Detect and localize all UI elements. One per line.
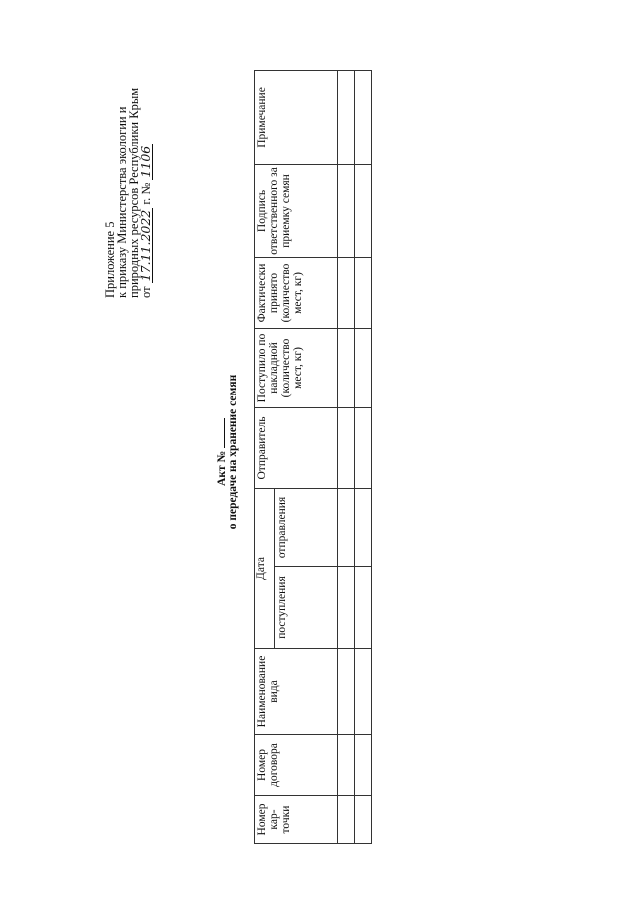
table-cell[interactable] — [355, 164, 372, 257]
seed-transfer-table — [254, 70, 372, 844]
table-cell[interactable] — [338, 407, 355, 488]
table-row — [338, 70, 355, 843]
header-date-group: Дата — [255, 488, 275, 648]
table-cell[interactable] — [355, 796, 372, 844]
table-cell[interactable] — [338, 649, 355, 735]
header-contract-number: Номер договора — [255, 735, 338, 796]
header-received-by-invoice: Поступило по накладной (количество мест, кг) — [255, 328, 338, 407]
header-card-number: Номер кар-точки — [255, 796, 338, 844]
table-cell[interactable] — [338, 735, 355, 796]
header-species-name: Наименование вида — [255, 649, 338, 735]
header-date-sent: отправления — [275, 488, 338, 566]
appendix-line-3: природных ресурсов Республики Крым — [127, 87, 141, 298]
handwritten-order-number: 1106 — [138, 145, 153, 178]
table-cell[interactable] — [355, 70, 372, 164]
table-cell[interactable] — [355, 257, 372, 328]
table-cell[interactable] — [338, 70, 355, 164]
table-cell[interactable] — [338, 328, 355, 407]
table-cell[interactable] — [355, 328, 372, 407]
header-date-received: поступления — [275, 567, 338, 649]
appendix-line-2: к приказу Министерства экологии и — [115, 106, 129, 298]
header-note: Примечание — [255, 70, 338, 164]
appendix-block — [104, 0, 152, 298]
table-cell[interactable] — [355, 567, 372, 649]
act-number-blank — [215, 418, 225, 448]
header-sender: Отправитель — [255, 407, 338, 488]
table-cell[interactable] — [355, 649, 372, 735]
appendix-line-1: Приложение 5 — [103, 221, 117, 298]
table-cell[interactable] — [338, 257, 355, 328]
header-actually-accepted: Фактически принято (количество мест, кг) — [255, 257, 338, 328]
handwritten-date: 17.11.2022 — [138, 209, 153, 282]
table-cell[interactable] — [338, 488, 355, 566]
header-signature: Подпись ответственного за приемку семян — [255, 164, 338, 257]
table-cell[interactable] — [355, 407, 372, 488]
table-row — [355, 70, 372, 843]
act-subtitle: о передаче на хранение семян — [227, 374, 239, 530]
appendix-line-4 — [140, 0, 152, 298]
appendix-date-prefix: от — [139, 286, 153, 298]
table-cell[interactable] — [338, 796, 355, 844]
act-title-text: Акт № — [216, 450, 228, 486]
table-cell[interactable] — [355, 488, 372, 566]
table-cell[interactable] — [355, 735, 372, 796]
table-cell[interactable] — [338, 567, 355, 649]
appendix-number-label: г. № — [139, 182, 153, 205]
table-cell[interactable] — [338, 164, 355, 257]
